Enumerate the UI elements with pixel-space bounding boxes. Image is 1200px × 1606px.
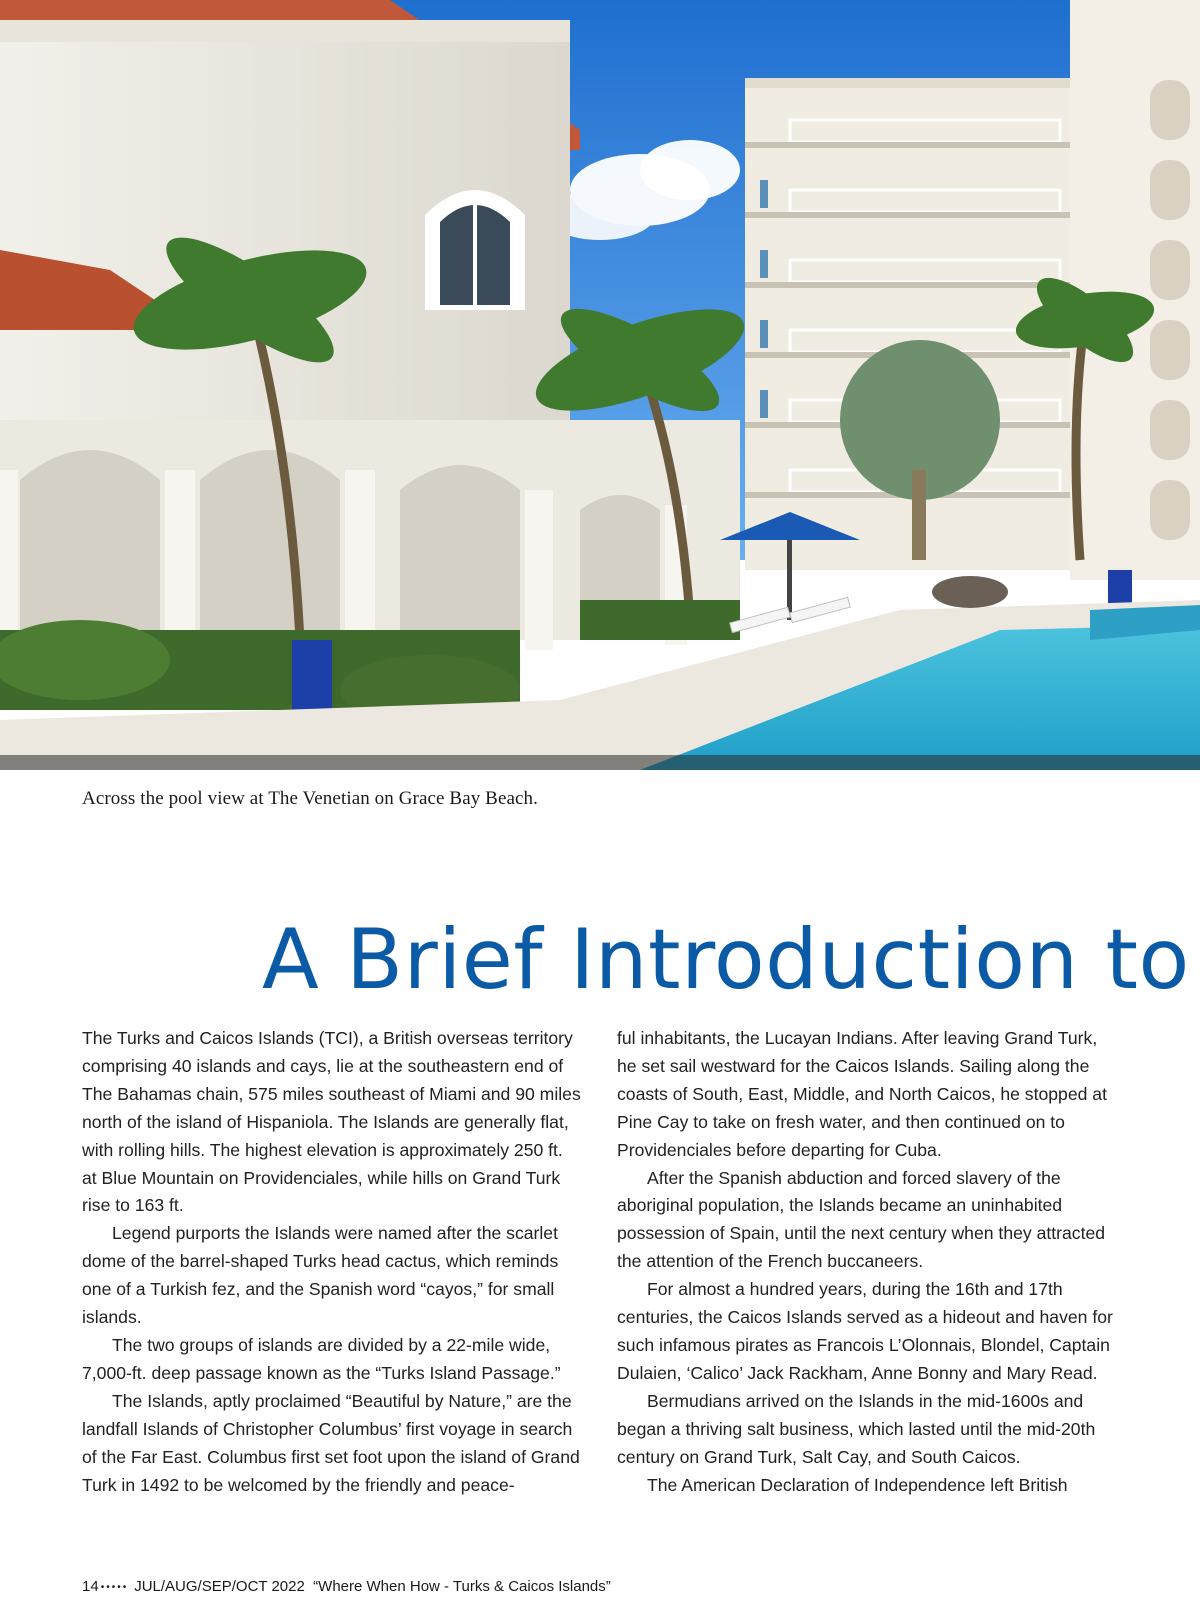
paragraph: For almost a hundred years, during the 16th and 17th centuries, the Caicos Islands served as a hideout and haven for such infamous pirates as Francois L’Olonnais, Blondel, Captain Dulaien, ‘Calico’ Jack Rackham, Anne Bonny and Mary Read. bbox=[617, 1279, 1113, 1383]
paragraph: The Islands, aptly proclaimed “Beautiful by Nature,” are the landfall Islands of Christopher Columbus’ first voyage in search of the Far East. Columbus first set foot upon the island of Grand Turk in 1492 to be welcomed by the friendly and peace- bbox=[82, 1390, 580, 1495]
publication-name: “Where When How - Turks & Caicos Islands” bbox=[313, 1578, 611, 1595]
daybed bbox=[932, 576, 1008, 608]
paragraph: The Turks and Caicos Islands (TCI), a British overseas territory comprising 40 islands and cays, lie at the southeastern end of The Bahamas chain, 575 miles southeast of Miami and 90 miles north of the island of Hispaniola. The Islands are generally flat, with rolling hills. The highest elevation is approximately 250 ft. at Blue Mountain on Providenciales, while hills on Grand Turk rise to 163 ft. bbox=[82, 1028, 581, 1216]
cloud bbox=[640, 140, 740, 200]
photo-caption: Across the pool view at The Venetian on Grace Bay Beach. bbox=[82, 788, 539, 809]
page-footer bbox=[82, 1578, 611, 1595]
paragraph: After the Spanish abduction and forced slavery of the aboriginal population, the Islands became an uninhabited possession of Spain, until the next century when they attracted the attention of the French buccaneers. bbox=[617, 1167, 1106, 1272]
paragraph: The American Declaration of Independence left British bbox=[647, 1474, 1068, 1495]
page-number: 14 bbox=[82, 1578, 99, 1595]
article-column-right bbox=[617, 1025, 1117, 1499]
footer-dots: ••••• bbox=[100, 1581, 129, 1593]
planter bbox=[292, 640, 332, 720]
issue-date: JUL/AUG/SEP/OCT 2022 bbox=[134, 1578, 305, 1595]
article-column-left bbox=[82, 1025, 582, 1499]
paragraph: ful inhabitants, the Lucayan Indians. After leaving Grand Turk, he set sail westward for the Caicos Islands. Sailing along the coasts of South, East, Middle, and North Caicos, he stopped at Pine Cay to take on fresh water, and then continued on to Providenciales before departing for Cuba. bbox=[617, 1028, 1107, 1160]
hero-photo bbox=[0, 0, 1200, 770]
paragraph: The two groups of islands are divided by a 22-mile wide, 7,000-ft. deep passage known as the “Turks Island Passage.” bbox=[82, 1334, 561, 1383]
paragraph: Legend purports the Islands were named after the scarlet dome of the barrel-shaped Turks head cactus, which reminds one of a Turkish fez, and the Spanish word “cayos,” for small islands. bbox=[82, 1223, 559, 1328]
paragraph: Bermudians arrived on the Islands in the mid-1600s and began a thriving salt business, which lasted until the mid-20th century on Grand Turk, Salt Cay, and South Caicos. bbox=[617, 1390, 1096, 1467]
article-headline: A Brief Introduction to bbox=[262, 910, 1190, 1008]
pool-resort-illustration bbox=[0, 0, 1200, 770]
